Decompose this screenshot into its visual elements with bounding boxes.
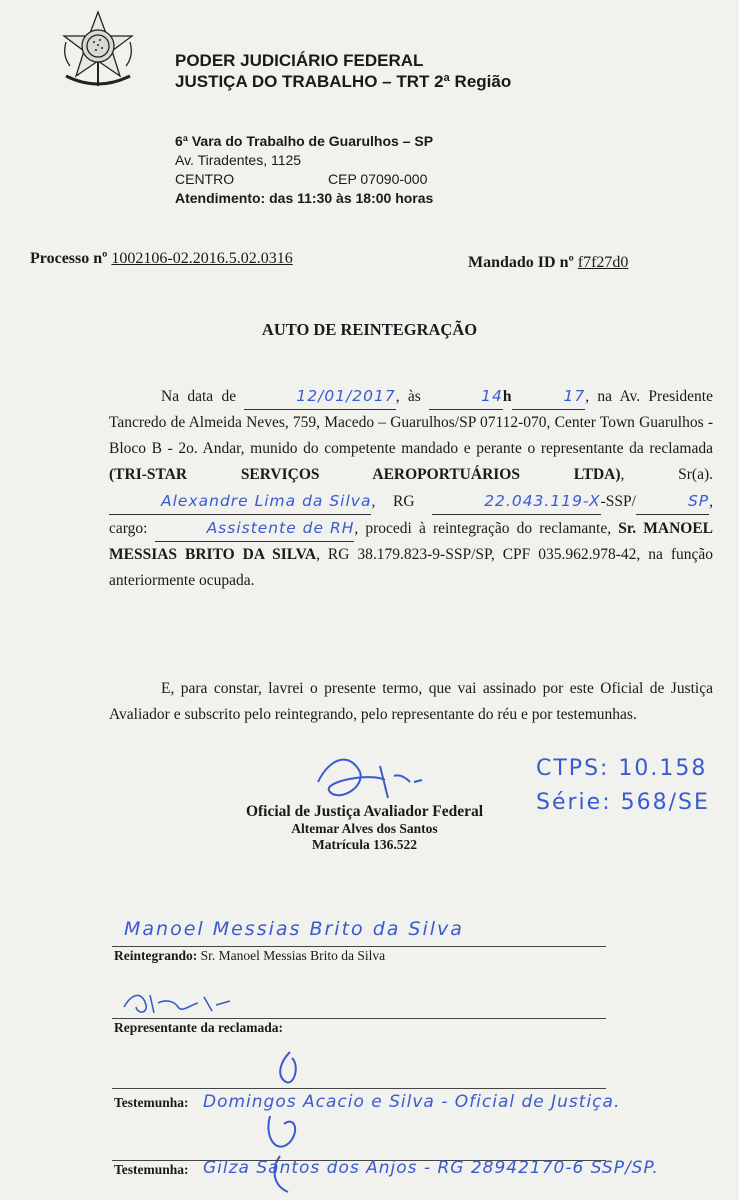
p1-text-6: -SSP/ [600, 493, 636, 510]
p1-text-3: , na Av. Presidente Tancredo de Almeida Neves, 759, Macedo – Guarulhos/SP 07112-070, Center Town Guarulhos - Bloco B - 2o. Andar, munido do competente mandado e perante o representante da reclamada [109, 388, 713, 457]
process-number: 1002106-02.2016.5.02.0316 [111, 250, 293, 267]
officer-title: Oficial de Justiça Avaliador Federal [245, 803, 484, 820]
p1-text-7: , cargo: [109, 493, 713, 537]
p1-text-2: , às [395, 388, 421, 405]
reintegrando-name: Sr. Manoel Messias Brito da Silva [200, 948, 386, 963]
company-name: (TRI-STAR SERVIÇOS AEROPORTUÁRIOS LTDA) [109, 466, 621, 483]
p1-text-9: , RG 38.179.823-9-SSP/SP, CPF 035.962.978-42, na função anteriormente ocupada. [109, 546, 713, 589]
representative-rg-handwritten: 22.043.119-X [432, 488, 600, 515]
representative-role-handwritten: Assistente de RH [155, 515, 355, 542]
court-street: Av. Tiradentes, 1125 [175, 152, 302, 168]
witness-1-signature: Domingos Acacio e Silva - Oficial de Justiça. [203, 1092, 621, 1112]
p1-text-8: , procedi à reintegração do reclamante, [354, 520, 612, 537]
representative-signature-line [112, 1018, 606, 1019]
p1-text-h: h [502, 388, 512, 405]
reintegrando-signature: Manoel Messias Brito da Silva [124, 918, 464, 940]
court-district: CENTRO [175, 171, 235, 187]
reintegrando-signature-line [112, 946, 606, 947]
minute-handwritten: 17 [512, 383, 586, 410]
p1-text-5: , RG [371, 493, 415, 510]
witness-1-line [112, 1088, 606, 1089]
representative-uf-handwritten: SP [636, 488, 709, 515]
paragraph-1 [109, 383, 713, 594]
witness-2-signature: Gilza Santos dos Anjos - RG 28942170-6 SSP/SP. [203, 1158, 659, 1178]
date-handwritten: 12/01/2017 [244, 383, 395, 410]
representative-name-handwritten: Alexandre Lima da Silva [109, 488, 371, 515]
witness-2-label: Testemunha: [114, 1162, 189, 1177]
ctps-annotation: CTPS: 10.158 [536, 756, 708, 781]
document-title: AUTO DE REINTEGRAÇÃO [261, 320, 478, 339]
representative-signature [118, 985, 238, 1021]
header-line-1: PODER JUDICIÁRIO FEDERAL [175, 51, 424, 70]
mandado-label: Mandado ID nº [468, 254, 574, 271]
reintegrando-label: Reintegrando: [114, 948, 198, 963]
court-name: 6ª Vara do Trabalho de Guarulhos – SP [175, 133, 434, 149]
court-cep: CEP 07090-000 [328, 171, 428, 187]
process-label: Processo nº [30, 250, 108, 267]
officer-matricula: Matrícula 136.522 [312, 837, 417, 852]
witness-1-label: Testemunha: [114, 1095, 189, 1110]
p1-text-4: , Sr(a). [620, 466, 713, 483]
mandado-id: f7f27d0 [577, 254, 629, 271]
header-line-2: JUSTIÇA DO TRABALHO – TRT 2ª Região [175, 72, 512, 91]
hours-value: das 11:30 às 18:00 horas [269, 190, 434, 206]
hour-handwritten: 14 [429, 383, 503, 410]
serie-annotation: Série: 568/SE [536, 790, 710, 815]
officer-name: Altemar Alves dos Santos [291, 821, 438, 836]
coat-of-arms-seal [52, 6, 144, 98]
paragraph-2: E, para constar, lavrei o presente termo, que vai assinado por este Oficial de Justiça Avaliador e subscrito pelo reintegrando, pelo representante do réu e por testemunhas. [109, 680, 713, 723]
claimant-name: Sr. MANOEL MESSIAS BRITO DA SILVA [109, 520, 714, 563]
hours-label: Atendimento: [175, 190, 266, 206]
representative-label: Representante da reclamada: [114, 1020, 283, 1035]
p1-text-1: Na data de [161, 388, 237, 405]
